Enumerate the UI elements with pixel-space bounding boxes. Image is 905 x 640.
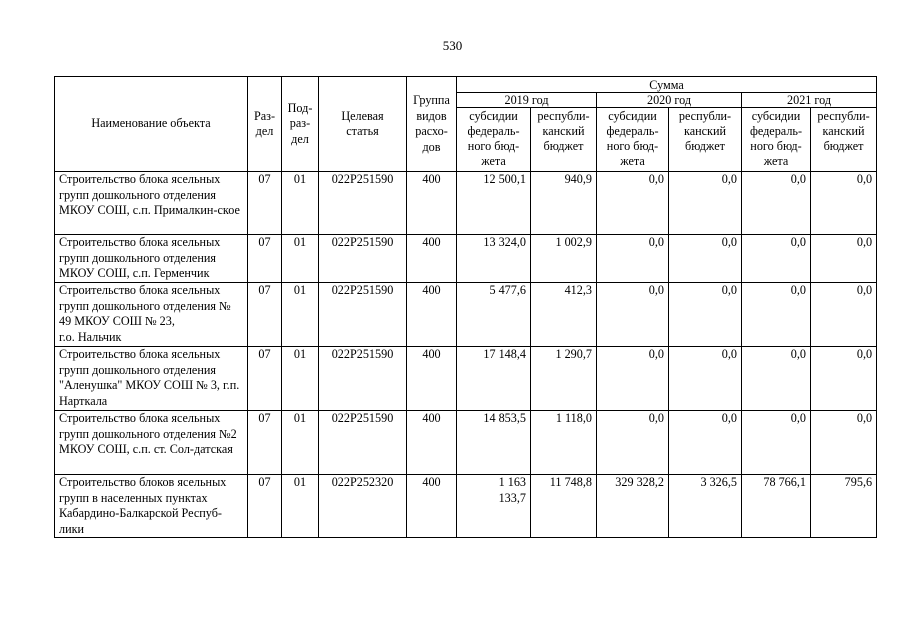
- cell-gruppa: 400: [407, 235, 457, 283]
- cell-f2021: 0,0: [742, 283, 811, 347]
- cell-f2021: 0,0: [742, 235, 811, 283]
- cell-podrazdel: 01: [282, 475, 319, 538]
- header-name-label: Наименование объекта: [91, 116, 211, 131]
- header-celevaya-label: Целевая статья: [341, 108, 384, 138]
- table-row: [55, 172, 877, 235]
- header-podrazdel-label: Под- раз- дел: [287, 100, 313, 146]
- cell-r2019: 1 290,7: [531, 347, 597, 411]
- cell-f2020: 0,0: [597, 411, 669, 475]
- cell-r2019: 412,3: [531, 283, 597, 347]
- cell-podrazdel: 01: [282, 347, 319, 411]
- cell-r2020: 0,0: [669, 347, 742, 411]
- cell-gruppa: 400: [407, 411, 457, 475]
- cell-gruppa: 400: [407, 475, 457, 538]
- subsidii-label: субсидии федераль- ного бюд- жета: [606, 109, 659, 168]
- cell-f2019: 12 500,1: [457, 172, 531, 235]
- cell-gruppa: 400: [407, 172, 457, 235]
- year-2020-label: 2020 год: [646, 93, 692, 107]
- cell-name: Строительство блока ясельных групп дошкольного отделения МКОУ СОШ, с.п. Прималкин-ское: [55, 172, 248, 235]
- cell-f2020: 329 328,2: [597, 475, 669, 538]
- header-subsidii-2020: [597, 108, 669, 172]
- page-number: 530: [442, 38, 463, 53]
- cell-razdel: 07: [248, 347, 282, 411]
- table-row: [55, 235, 877, 283]
- header-respublik-2019: [531, 108, 597, 172]
- cell-f2020: 0,0: [597, 235, 669, 283]
- cell-r2019: 940,9: [531, 172, 597, 235]
- cell-f2019: 14 853,5: [457, 411, 531, 475]
- cell-name: Строительство блока ясельных групп дошкольного отделения № 49 МКОУ СОШ № 23, г.о. Нальчик: [55, 283, 248, 347]
- header-celevaya: [319, 77, 407, 172]
- cell-podrazdel: 01: [282, 283, 319, 347]
- cell-name: Строительство блоков ясельных групп в населенных пунктах Кабардино-Балкарской Респуб-лики: [55, 475, 248, 538]
- cell-f2021: 0,0: [742, 347, 811, 411]
- respublik-label: республи- канский бюджет: [678, 109, 732, 153]
- cell-r2020: 3 326,5: [669, 475, 742, 538]
- cell-celevaya: 022P251590: [319, 172, 407, 235]
- header-subsidii-2021: [742, 108, 811, 172]
- respublik-label: республи- канский бюджет: [817, 109, 870, 153]
- cell-celevaya: 022P251590: [319, 283, 407, 347]
- header-podrazdel: [282, 77, 319, 172]
- cell-r2021: 0,0: [811, 283, 877, 347]
- header-name: [55, 77, 248, 172]
- cell-podrazdel: 01: [282, 411, 319, 475]
- cell-f2019: 5 477,6: [457, 283, 531, 347]
- cell-gruppa: 400: [407, 347, 457, 411]
- cell-celevaya: 022P251590: [319, 347, 407, 411]
- header-year-2020: [597, 93, 742, 108]
- cell-name: Строительство блока ясельных групп дошкольного отделения "Аленушка" МКОУ СОШ № 3, г.п. Нарткала: [55, 347, 248, 411]
- cell-f2021: 78 766,1: [742, 475, 811, 538]
- cell-r2020: 0,0: [669, 283, 742, 347]
- cell-r2021: 0,0: [811, 411, 877, 475]
- cell-razdel: 07: [248, 475, 282, 538]
- cell-f2020: 0,0: [597, 172, 669, 235]
- cell-celevaya: 022P251590: [319, 411, 407, 475]
- cell-r2019: 1 002,9: [531, 235, 597, 283]
- cell-podrazdel: 01: [282, 235, 319, 283]
- cell-r2021: 795,6: [811, 475, 877, 538]
- cell-podrazdel: 01: [282, 172, 319, 235]
- cell-razdel: 07: [248, 283, 282, 347]
- cell-r2020: 0,0: [669, 411, 742, 475]
- cell-r2020: 0,0: [669, 235, 742, 283]
- cell-f2020: 0,0: [597, 283, 669, 347]
- cell-celevaya: 022P252320: [319, 475, 407, 538]
- header-subsidii-2019: [457, 108, 531, 172]
- cell-f2019: 1 163 133,7: [457, 475, 531, 538]
- header-respublik-2021: [811, 108, 877, 172]
- year-2019-label: 2019 год: [504, 93, 549, 107]
- header-razdel-label: Раз- дел: [253, 108, 276, 138]
- cell-celevaya: 022P251590: [319, 235, 407, 283]
- cell-r2019: 11 748,8: [531, 475, 597, 538]
- table-row: [55, 475, 877, 538]
- cell-razdel: 07: [248, 235, 282, 283]
- cell-r2019: 1 118,0: [531, 411, 597, 475]
- header-gruppa-label: Группа видов расхо- дов: [413, 93, 450, 154]
- cell-r2021: 0,0: [811, 172, 877, 235]
- budget-table: [54, 76, 877, 538]
- table-row: [55, 283, 877, 347]
- subsidii-label: субсидии федераль- ного бюд- жета: [467, 109, 520, 168]
- header-summa: [457, 77, 877, 93]
- cell-f2020: 0,0: [597, 347, 669, 411]
- header-respublik-2020: [669, 108, 742, 172]
- cell-r2021: 0,0: [811, 347, 877, 411]
- header-year-2019: [457, 93, 597, 108]
- cell-razdel: 07: [248, 172, 282, 235]
- table-row: [55, 347, 877, 411]
- cell-name: Строительство блока ясельных групп дошкольного отделения №2 МКОУ СОШ, с.п. ст. Сол-датская: [55, 411, 248, 475]
- header-summa-label: Сумма: [649, 77, 684, 92]
- cell-r2020: 0,0: [669, 172, 742, 235]
- cell-gruppa: 400: [407, 283, 457, 347]
- cell-f2019: 17 148,4: [457, 347, 531, 411]
- header-razdel: [248, 77, 282, 172]
- cell-f2021: 0,0: [742, 411, 811, 475]
- header-gruppa: [407, 77, 457, 172]
- cell-razdel: 07: [248, 411, 282, 475]
- cell-f2019: 13 324,0: [457, 235, 531, 283]
- year-2021-label: 2021 год: [787, 93, 832, 107]
- subsidii-label: субсидии федераль- ного бюд- жета: [749, 109, 803, 168]
- respublik-label: республи- канский бюджет: [537, 109, 590, 153]
- table-row: [55, 411, 877, 475]
- cell-r2021: 0,0: [811, 235, 877, 283]
- header-year-2021: [742, 93, 877, 108]
- cell-f2021: 0,0: [742, 172, 811, 235]
- cell-name: Строительство блока ясельных групп дошкольного отделения МКОУ СОШ, с.п. Герменчик: [55, 235, 248, 283]
